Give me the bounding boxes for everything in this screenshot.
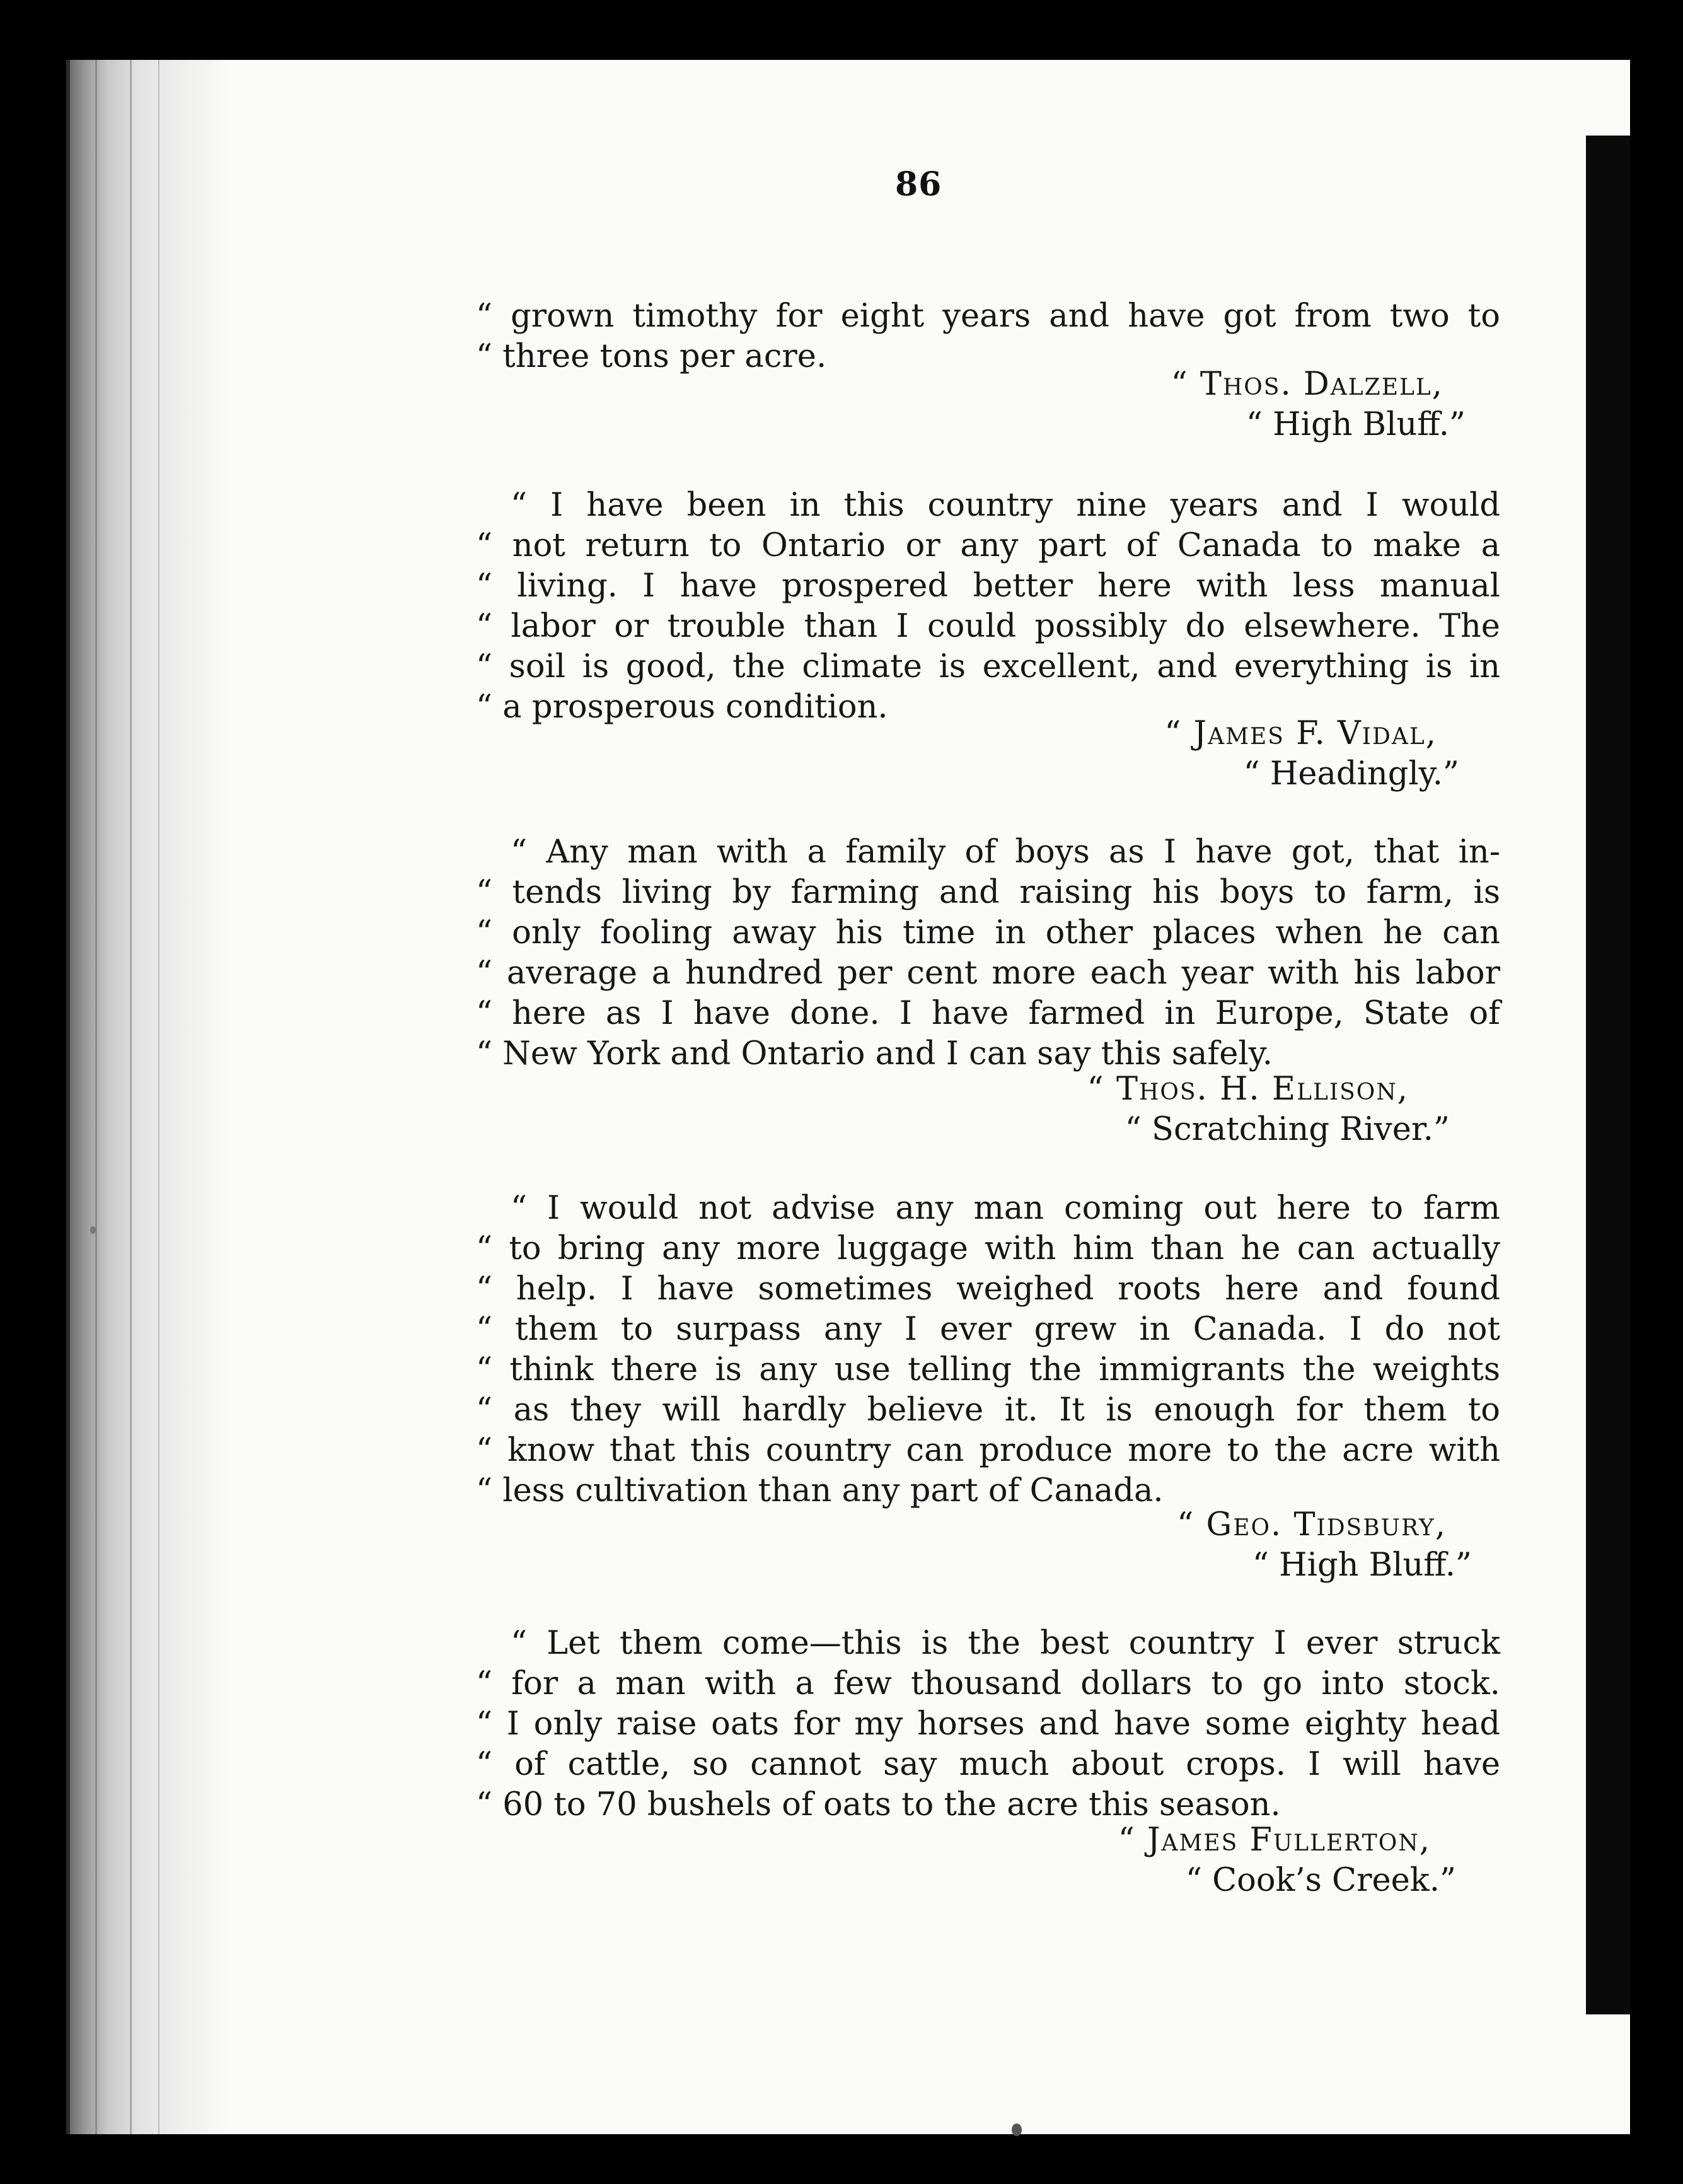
binding-gutter <box>70 60 228 2134</box>
signature-name: “ Thos. H. Ellison, <box>1087 1071 1409 1108</box>
text-line: “ labor or trouble than I could possibly do elsewhere. The <box>476 608 1500 645</box>
gutter-edge-line <box>130 60 132 2134</box>
signature-place: “ Headingly.” <box>1243 755 1459 793</box>
text-line: “ I only raise oats for my horses and have some eighty head <box>476 1705 1500 1743</box>
signature-place: “ Scratching River.” <box>1125 1111 1450 1148</box>
adjacent-page-edge <box>1586 136 1630 2014</box>
signature-name: “ Thos. Dalzell, <box>1171 366 1443 403</box>
signature-name: “ Geo. Tidsbury, <box>1177 1506 1447 1543</box>
text-line: “ living. I have prospered better here with less manual <box>476 567 1500 605</box>
text-line: “ 60 to 70 bushels of oats to the acre this season. <box>476 1786 1281 1823</box>
scan-speck <box>90 1226 96 1234</box>
text-line: “ as they will hardly believe it. It is enough for them to <box>476 1391 1500 1429</box>
gutter-edge-line <box>95 60 97 2134</box>
text-line: “ a prosperous condition. <box>476 688 888 726</box>
signature-name: “ James F. Vidal, <box>1164 715 1437 752</box>
text-line: “ Let them come—this is the best country I ever struck <box>511 1625 1500 1662</box>
text-line: “ here as I have done. I have farmed in Europe, State of <box>476 995 1500 1032</box>
text-line: “ three tons per acre. <box>476 338 827 375</box>
text-line: “ Any man with a family of boys as I have got, that in- <box>511 834 1500 871</box>
testimonial <box>476 1623 1500 1901</box>
testimonial <box>476 485 1500 794</box>
testimonial <box>476 832 1500 1150</box>
signature-place: “ High Bluff.” <box>1246 406 1466 443</box>
text-line: “ only fooling away his time in other places when he can <box>476 914 1500 951</box>
text-line: “ not return to Ontario or any part of Canada to make a <box>476 527 1500 564</box>
text-line: “ I would not advise any man coming out here to farm <box>511 1190 1500 1227</box>
text-line: “ them to surpass any I ever grew in Canada. I do not <box>476 1311 1500 1348</box>
gutter-edge-line <box>158 60 159 2134</box>
text-line: “ for a man with a few thousand dollars to go into stock. <box>476 1665 1500 1702</box>
signature-place: “ High Bluff.” <box>1252 1547 1472 1584</box>
text-line: “ to bring any more luggage with him than he can actually <box>476 1230 1500 1267</box>
text-line: “ less cultivation than any part of Canada. <box>476 1472 1164 1509</box>
testimonial <box>476 296 1500 445</box>
text-line: “ know that this country can produce more to the acre with <box>476 1432 1500 1469</box>
text-line: “ New York and Ontario and I can say this safely. <box>476 1035 1273 1072</box>
text-line: “ tends living by farming and raising his boys to farm, is <box>476 874 1500 911</box>
text-line: “ soil is good, the climate is excellent, and everything is in <box>476 648 1500 685</box>
text-line: “ grown timothy for eight years and have got from two to <box>476 298 1500 335</box>
text-line: “ average a hundred per cent more each year with his labor <box>476 955 1500 992</box>
text-line: “ help. I have sometimes weighed roots here and found <box>476 1270 1500 1308</box>
testimonial <box>476 1188 1500 1586</box>
text-line: “ I have been in this country nine years and I would <box>511 487 1500 524</box>
text-line: “ of cattle, so cannot say much about crops. I will have <box>476 1746 1500 1783</box>
text-line: “ think there is any use telling the immigrants the weights <box>476 1351 1500 1388</box>
signature-place: “ Cook’s Creek.” <box>1185 1862 1456 1899</box>
scan-speck <box>1012 2123 1022 2136</box>
signature-name: “ James Fullerton, <box>1118 1821 1431 1859</box>
page-number: 86 <box>895 165 942 204</box>
